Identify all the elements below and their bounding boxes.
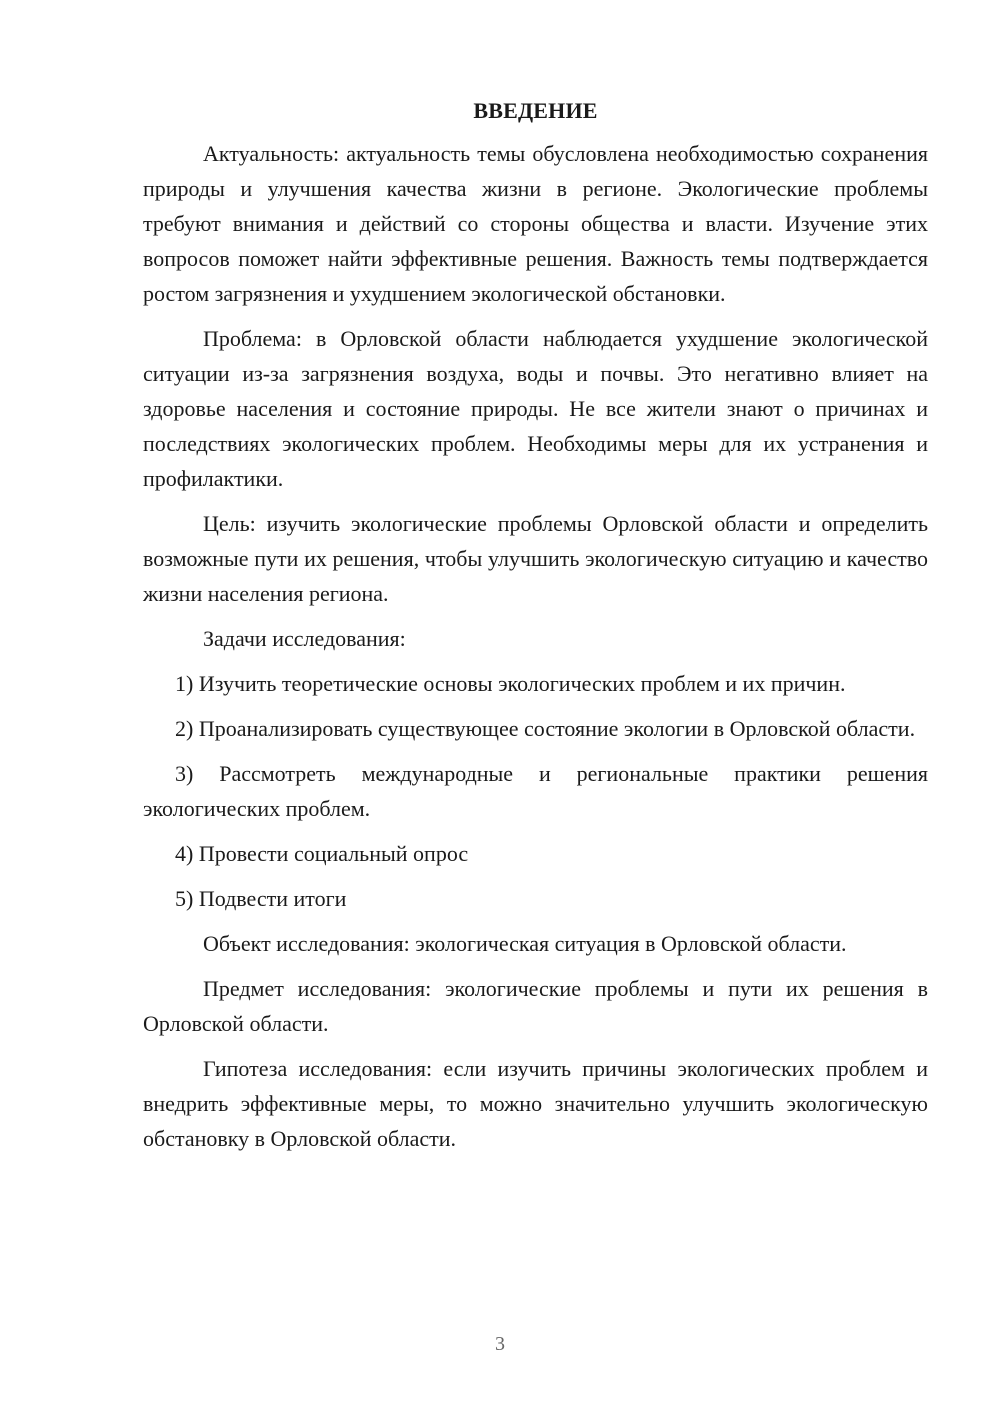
task-item-3: 3) Рассмотреть международные и региональные практики решения экологических проблем. xyxy=(143,761,928,821)
paragraph-hypothesis: Гипотеза исследования: если изучить причины экологических проблем и внедрить эффективные меры, то можно значительно улучшить экологическую обстановку в Орловской области. xyxy=(143,1056,928,1151)
task-item-1: 1) Изучить теоретические основы экологических проблем и их причин. xyxy=(175,671,846,696)
paragraph-tasks-heading: Задачи исследования: xyxy=(203,626,406,651)
task-item-5: 5) Подвести итоги xyxy=(175,886,347,911)
page-number: 3 xyxy=(495,1333,505,1355)
paragraph-subject: Предмет исследования: экологические проблемы и пути их решения в Орловской области. xyxy=(143,976,928,1036)
paragraph-object: Объект исследования: экологическая ситуация в Орловской области. xyxy=(203,931,847,956)
document-page xyxy=(143,96,928,1166)
paragraph-problem: Проблема: в Орловской области наблюдается ухудшение экологической ситуации из-за загрязнения воздуха, воды и почвы. Это негативно влияет на здоровье населения и состояние природы. Не все жители знают о причинах и последствиях экологических проблем. Необходимы меры для их устранения и профилактики. xyxy=(143,326,928,491)
section-title: ВВЕДЕНИЕ xyxy=(473,98,598,123)
paragraph-relevance: Актуальность: актуальность темы обусловлена необходимостью сохранения природы и улучшения качества жизни в регионе. Экологические проблемы требуют внимания и действий со стороны общества и власти. Изучение этих вопросов поможет найти эффективные решения. Важность темы подтверждается ростом загрязнения и ухудшением экологической обстановки. xyxy=(143,141,928,306)
task-item-4: 4) Провести социальный опрос xyxy=(175,841,469,866)
task-item-2: 2) Проанализировать существующее состояние экологии в Орловской области. xyxy=(175,716,916,741)
paragraph-goal: Цель: изучить экологические проблемы Орловской области и определить возможные пути их решения, чтобы улучшить экологическую ситуацию и качество жизни населения региона. xyxy=(143,511,928,606)
